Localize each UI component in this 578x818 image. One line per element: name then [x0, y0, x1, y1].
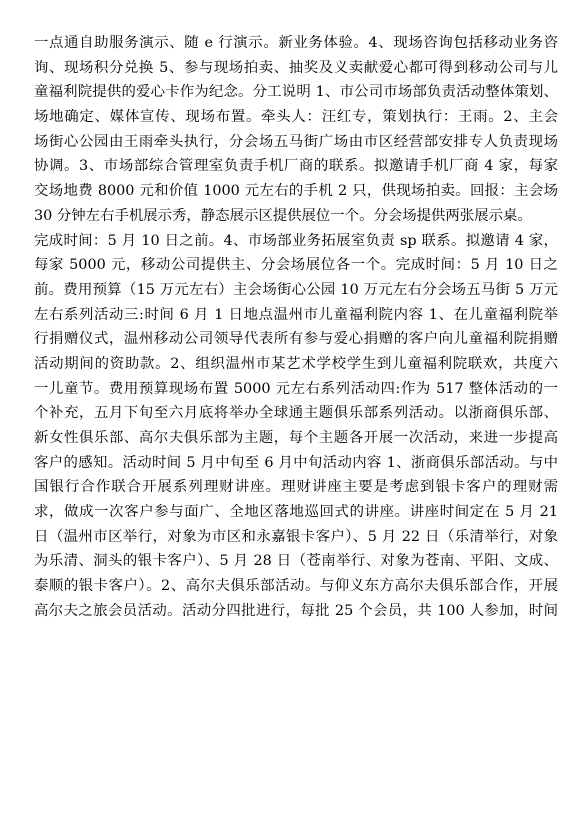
text-line: 日（温州市区举行，对象为市区和永嘉银卡客户）、5 月 22 日（乐清举行，对象	[34, 528, 558, 545]
text-line: 询、现场积分兑换 5、参与现场拍卖、抽奖及义卖献爱心都可得到移动公司与儿	[34, 59, 558, 76]
text-line: 客户的感知。活动时间 5 月中旬至 6 月中旬活动内容 1、浙商俱乐部活动。与中	[34, 454, 558, 471]
text-line: 场地确定、媒体宣传、现场布置。牵头人：汪红专，策划执行：王雨。2、主会	[34, 109, 558, 126]
text-line: 每家 5000 元，移动公司提供主、分会场展位各一个。完成时间：5 月 10 日之	[34, 257, 558, 274]
text-line: 泰顺的银卡客户）。2、高尔夫俱乐部活动。与仰义东方高尔夫俱乐部合作，开展	[34, 578, 558, 595]
text-line: 左右系列活动三:时间 6 月 1 日地点温州市儿童福利院内容 1、在儿童福利院举	[34, 306, 558, 323]
text-line: 新女性俱乐部、高尔夫俱乐部为主题，每个主题各开展一次活动，来进一步提高	[34, 430, 558, 446]
text-line: 完成时间：5 月 10 日之前。4、市场部业务拓展室负责 sp 联系。拟邀请 4 家，	[34, 232, 558, 249]
text-line: 场街心公园由王雨牵头执行，分会场五马街广场由市区经营部安排专人负责现场	[34, 133, 558, 150]
text-line: 协调。3、市场部综合管理室负责手机厂商的联系。拟邀请手机厂商 4 家，每家	[34, 158, 558, 175]
text-line: 为乐清、洞头的银卡客户）、5 月 28 日（苍南举行、对象为苍南、平阳、文成、	[34, 553, 558, 570]
text-line: 前。费用预算（15 万元左右）主会场街心公园 10 万元左右分会场五马街 5 万元	[34, 281, 558, 298]
text-line: 求，做成一次客户参与面广、全地区落地巡回式的讲座。讲座时间定在 5 月 21	[34, 504, 558, 521]
text-line: 一点通自助服务演示、随 e 行演示。新业务体验。4、现场咨询包括移动业务咨	[34, 35, 558, 51]
text-line: 行捐赠仪式，温州移动公司领导代表所有参与爱心捐赠的客户向儿童福利院捐赠	[34, 331, 558, 348]
text-line: 30 分钟左右手机展示秀，静态展示区提供展位一个。分会场提供两张展示桌。	[34, 207, 532, 224]
text-line: 个补充，五月下旬至六月底将举办全球通主题俱乐部系列活动。以浙商俱乐部、	[34, 405, 558, 422]
text-line: 童福利院提供的爱心卡作为纪念。分工说明 1、市公司市场部负责活动整体策划、	[34, 84, 558, 101]
text-line: 高尔夫之旅会员活动。活动分四批进行，每批 25 个会员，共 100 人参加，时间	[34, 602, 558, 619]
text-line: 交场地费 8000 元和价值 1000 元左右的手机 2 只，供现场拍卖。回报：主会场	[34, 183, 558, 200]
text-line: 国银行合作联合开展系列理财讲座。理财讲座主要是考虑到银卡客户的理财需	[34, 479, 558, 496]
text-line: 一儿童节。费用预算现场布置 5000 元左右系列活动四:作为 517 整体活动的一	[34, 380, 558, 397]
text-line: 活动期间的资助款。2、组织温州市某艺术学校学生到儿童福利院联欢，共度六	[34, 355, 558, 372]
